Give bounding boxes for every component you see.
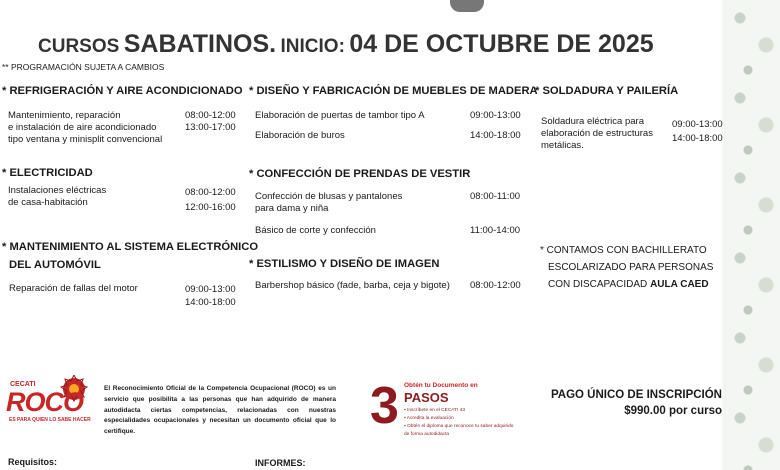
roco-logo-tagline: ES PARA QUIEN LO SABE HACER — [9, 417, 91, 423]
course-line: Confección de blusas y pantalones — [255, 191, 403, 202]
section-title-refrigeracion: * REFRIGERACIÓN Y AIRE ACONDICIONADO — [2, 85, 243, 97]
bachillerato-notice — [540, 242, 713, 293]
top-emblem-image — [450, 0, 484, 12]
course-line: Mantenimiento, reparación — [8, 110, 121, 121]
course-line: metálicas. — [541, 140, 584, 151]
course-muebles-2: Elaboración de buros — [255, 130, 345, 141]
times-automovil — [185, 283, 236, 309]
bachillerato-line: * CONTAMOS CON BACHILLERATO — [540, 245, 707, 256]
roco-logo-top: CECATI — [10, 381, 36, 388]
bachillerato-line — [540, 276, 713, 293]
bachillerato-line3-text: CON DISCAPACIDAD — [548, 279, 648, 290]
requisitos-label: Requisitos: — [8, 457, 58, 467]
step-item: ▪ Obtén el diploma que reconoce tu saber adquirido de forma autodidacta — [404, 424, 514, 437]
course-line: de casa-habitación — [8, 197, 88, 208]
schedule-note: ** PROGRAMACIÓN SUJETA A CAMBIOS — [2, 62, 165, 72]
step-item: ▪ Inscríbete en el CECATI 43 — [404, 408, 466, 413]
steps-number: 3 — [370, 377, 399, 435]
steps-header: Obtén tu Documento en — [404, 382, 478, 389]
course-prendas-2: Básico de corte y confección — [255, 225, 376, 236]
time-prendas-1: 08:00-11:00 — [470, 191, 521, 202]
time-muebles-2: 14:00-18:00 — [470, 130, 521, 141]
aula-caed-highlight: AULA CAED — [650, 279, 709, 290]
step-text: Obtén el diploma que reconoce tu saber adquirido de forma autodidacta — [404, 424, 514, 437]
course-time: 08:00-12:00 — [185, 110, 236, 121]
course-line: para dama y niña — [255, 203, 329, 214]
step-item: ▪ Acredita la evaluación — [404, 416, 454, 421]
section-title-automovil: * MANTENIMIENTO AL SISTEMA ELECTRÓNICO — [2, 241, 259, 253]
section-title-muebles: * DISEÑO Y FABRICACIÓN DE MUEBLES DE MADERA — [249, 85, 538, 97]
payment-title: PAGO ÚNICO DE INSCRIPCIÓN — [550, 389, 722, 401]
payment-info — [551, 387, 722, 419]
title-date: 04 DE OCTUBRE DE 2025 — [349, 30, 654, 58]
time-prendas-2: 11:00-14:00 — [470, 225, 521, 236]
times-electricidad — [185, 185, 236, 215]
title-main: SABATINOS. — [123, 30, 277, 58]
section-title-automovil-line2: DEL AUTOMÓVIL — [9, 259, 101, 271]
course-line: Soldadura eléctrica para — [541, 116, 644, 127]
section-title-estilismo: * ESTILISMO Y DISEÑO DE IMAGEN — [249, 258, 440, 270]
roco-logo-main: ROCO — [6, 387, 83, 417]
bachillerato-line: ESCOLARIZADO PARA PERSONAS — [548, 262, 714, 273]
section-title-electricidad: * ELECTRICIDAD — [2, 167, 93, 179]
time-muebles-1: 09:00-13:00 — [470, 110, 521, 121]
course-soldadura — [541, 116, 653, 152]
informes-label: INFORMES: — [255, 458, 306, 468]
course-time: 14:00-18:00 — [672, 133, 723, 144]
course-automovil: Reparación de fallas del motor — [9, 283, 138, 294]
title-prefix: CURSOS — [38, 36, 120, 57]
course-prendas-1 — [255, 191, 402, 215]
course-time: 08:00-12:00 — [185, 187, 236, 198]
times-refrigeracion — [185, 110, 236, 134]
steps-label: PASOS — [404, 390, 449, 405]
decorative-floral-border — [726, 0, 780, 470]
section-title-soldadura: * SOLDADURA Y PAILERÍA — [535, 85, 679, 97]
course-time: 12:00-16:00 — [185, 202, 236, 213]
course-line: elaboración de estructuras — [541, 128, 653, 139]
course-muebles-1: Elaboración de puertas de tambor tipo A — [255, 110, 425, 121]
step-text: Acredita la evaluación — [406, 416, 454, 421]
section-title-prendas: * CONFECCIÓN DE PRENDAS DE VESTIR — [249, 168, 471, 180]
course-line: e instalación de aire acondicionado — [8, 122, 157, 133]
time-estilismo: 08:00-12:00 — [470, 280, 521, 291]
course-electricidad — [8, 185, 106, 209]
three-steps-graphic — [370, 377, 520, 438]
course-time: 14:00-18:00 — [185, 297, 236, 308]
course-line: Instalaciones eléctricas — [8, 185, 107, 196]
course-time: 09:00-13:00 — [672, 119, 723, 130]
course-time: 13:00-17:00 — [185, 122, 236, 133]
payment-amount: $990.00 por curso — [624, 405, 722, 417]
step-text: Inscríbete en el CECATI 43 — [407, 408, 466, 413]
course-time: 09:00-13:00 — [185, 284, 236, 295]
course-estilismo: Barbershop básico (fade, barba, ceja y bigote) — [255, 280, 450, 291]
roco-logo — [6, 375, 106, 425]
course-refrigeracion — [8, 110, 162, 146]
course-line: tipo ventana y minisplit convencional — [8, 134, 163, 145]
steps-list — [404, 407, 514, 439]
roco-description: El Reconocimiento Oficial de la Competencia Ocupacional (ROCO) es un servicio que posibilita a las personas que han adquirido de manera autodidacta ciertas competencias, relacionadas con nuestras especialidades ocupacionales y necesitan un documento oficial que lo certifique. — [104, 385, 336, 436]
page-title — [38, 30, 654, 59]
title-start-label: INICIO: — [280, 36, 345, 57]
times-soldadura — [672, 118, 723, 146]
